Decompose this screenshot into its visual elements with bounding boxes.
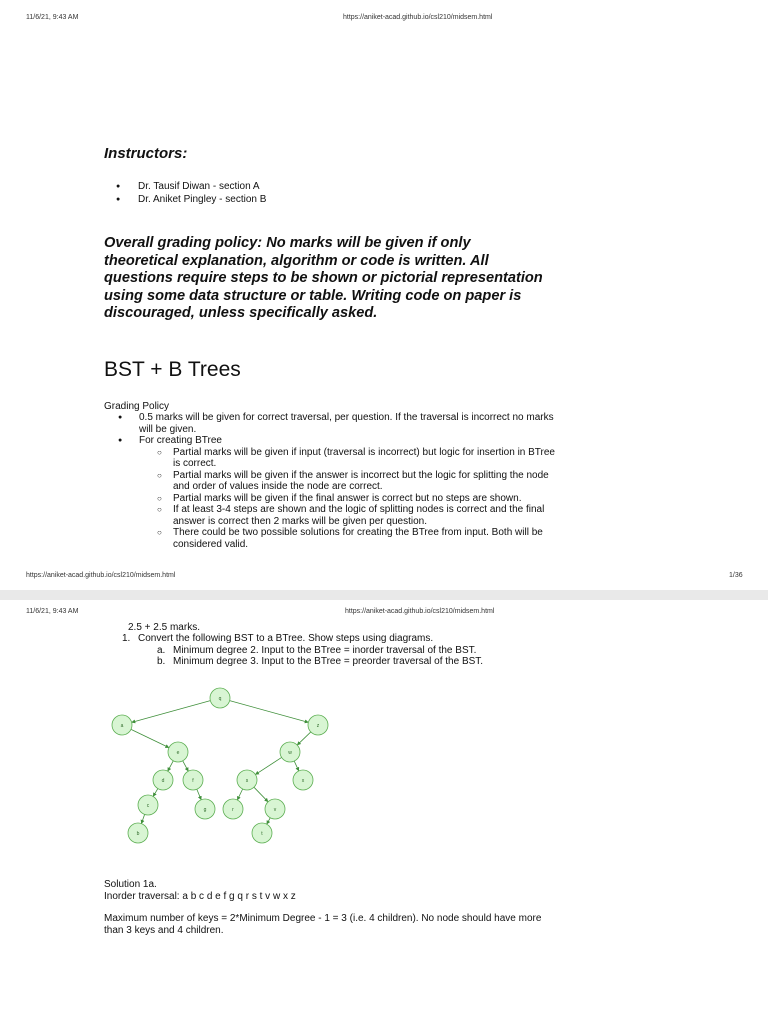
bst-edge [132, 701, 211, 723]
instructors-heading: Instructors: [104, 145, 188, 162]
page-separator [0, 590, 768, 600]
bst-node [252, 823, 272, 843]
list-item [104, 435, 564, 550]
bst-node-label: x [301, 778, 305, 784]
bst-node [280, 742, 300, 762]
list-item [104, 412, 564, 435]
sub-question-list [122, 645, 542, 668]
bst-edge [294, 761, 299, 771]
sub-question-letter: a. [157, 644, 166, 656]
print-timestamp: 11/6/21, 9:43 AM [26, 14, 79, 21]
bst-edge [141, 814, 144, 823]
bst-node [138, 795, 158, 815]
bst-node-label: a [120, 723, 124, 729]
inorder-traversal: Inorder traversal: a b c d e f g q r s t v w x z [104, 891, 296, 902]
print-timestamp: 11/6/21, 9:43 AM [26, 608, 79, 615]
question-number: 1. [122, 633, 131, 644]
bst-node-label: f [192, 778, 194, 784]
bst-node [128, 823, 148, 843]
bst-node-label: s [245, 778, 249, 784]
bst-node-label: d [161, 778, 165, 784]
section-title: BST + B Trees [104, 358, 241, 381]
bst-edge [267, 818, 270, 824]
bst-node [237, 770, 257, 790]
bst-edge [183, 761, 189, 771]
bst-edge [254, 787, 268, 802]
bst-diagram [100, 680, 340, 860]
bst-node [168, 742, 188, 762]
list-item: ● Dr. Tausif Diwan - section A [138, 180, 266, 193]
bst-node [223, 799, 243, 819]
bst-node-label: c [146, 803, 150, 809]
question-list [122, 633, 542, 668]
bst-node-label: t [261, 831, 263, 837]
bst-node-label: g [203, 807, 207, 813]
bst-edge [153, 789, 158, 797]
bst-node [308, 715, 328, 735]
pdf-page-2 [0, 600, 768, 1024]
bst-node-label: b [136, 831, 140, 837]
bst-edge [131, 729, 169, 747]
list-item-text: For creating BTree [139, 435, 222, 446]
bst-node [293, 770, 313, 790]
sub-question-letter: b. [157, 656, 166, 667]
footer-url: https://aniket-acad.github.io/csl210/midsem.html [26, 572, 176, 579]
bst-node-label: z [316, 723, 320, 729]
list-item: ○ Partial marks will be given if the final answer is correct but no steps are shown. [139, 493, 564, 505]
solution-title: Solution 1a. [104, 879, 157, 890]
sub-question-text: Minimum degree 3. Input to the BTree = preorder traversal of the BST. [173, 656, 484, 667]
bst-edge [230, 701, 309, 723]
list-item: ● Dr. Aniket Pingley - section B [138, 193, 266, 206]
bst-edge [237, 789, 242, 800]
instructors-list [104, 180, 266, 206]
bst-node [183, 770, 203, 790]
sub-question [157, 645, 542, 657]
print-url: https://aniket-acad.github.io/csl210/midsem.html [343, 14, 493, 21]
bst-node-label: v [273, 807, 277, 813]
grading-policy-list [104, 412, 564, 550]
print-url: https://aniket-acad.github.io/csl210/midsem.html [345, 608, 495, 615]
page-number: 1/36 [729, 572, 743, 579]
list-item: ○ Partial marks will be given if input (traversal is incorrect) but logic for insertion in BTree is correct. [139, 447, 564, 470]
bst-node [195, 799, 215, 819]
bst-node [210, 688, 230, 708]
bst-node-label: w [288, 750, 292, 756]
bst-node [265, 799, 285, 819]
sub-question-text: Minimum degree 2. Input to the BTree = inorder traversal of the BST. [173, 644, 477, 656]
btree-policy-list [139, 447, 564, 551]
question-item [122, 633, 542, 668]
grading-policy-label: Grading Policy [104, 401, 170, 412]
overall-grading-policy: Overall grading policy: No marks will be given if only theoretical explanation, algorithm or code is written. All questions require steps to be shown or pictorial representation using some data structure or table. Writing code on paper is discouraged, unless specifically asked. [104, 235, 543, 322]
list-item: ○ If at least 3-4 steps are shown and the logic of splitting nodes is correct and the final answer is correct then 2 marks will be given per question. [139, 504, 564, 527]
max-keys-note: Maximum number of keys = 2*Minimum Degree - 1 = 3 (i.e. 4 children). No node should have more than 3 keys and 4 children. [104, 913, 542, 936]
bst-node [153, 770, 173, 790]
marks-note: 2.5 + 2.5 marks. [128, 622, 200, 633]
list-item: ○ There could be two possible solutions for creating the BTree from input. Both will be considered valid. [139, 527, 564, 550]
bst-node-label: e [176, 750, 180, 756]
list-item-text: 0.5 marks will be given for correct traversal, per question. If the traversal is incorrect no marks will be given. [139, 412, 554, 435]
sub-question [157, 656, 542, 668]
bst-node-label: r [232, 807, 234, 813]
bst-edge [255, 757, 281, 774]
bst-edge [297, 732, 311, 745]
bst-edge [168, 761, 174, 771]
bst-edge [197, 789, 201, 800]
list-item: ○ Partial marks will be given if the answer is incorrect but the logic for splitting the node and order of values inside the node are correct. [139, 470, 564, 493]
bst-node [112, 715, 132, 735]
question-text: Convert the following BST to a BTree. Show steps using diagrams. [138, 633, 434, 644]
bst-node-label: q [218, 696, 222, 702]
